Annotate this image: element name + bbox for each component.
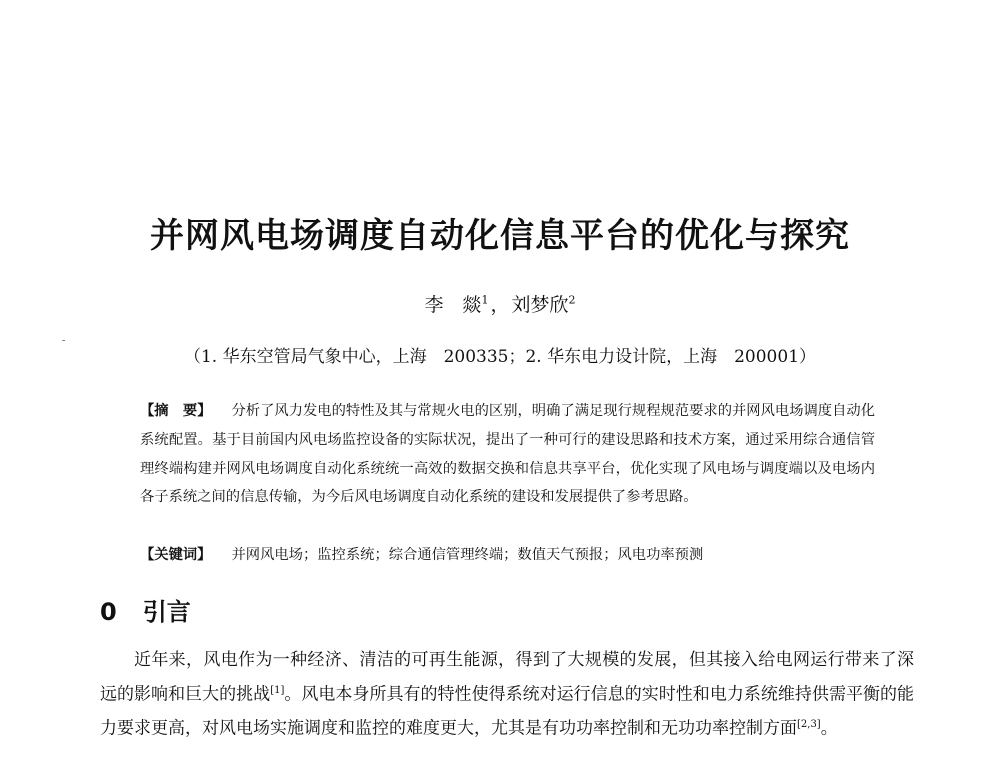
section-title: 引言 — [142, 598, 191, 626]
author-name: 李 燚 — [424, 294, 482, 316]
intro-paragraph — [100, 646, 914, 744]
paper-title: 并网风电场调度自动化信息平台的优化与探究 — [150, 216, 850, 256]
section-number: 0 — [100, 598, 117, 626]
abstract-text: 分析了风力发电的特性及其与常规火电的区别，明确了满足现行规程规范要求的并网风电场调度自动化系统配置。基于目前国内风电场监控设备的实际状况，提出了一种可行的建设思路和技术方案，通过采用综合通信管理终端构建并网风电场调度自动化系统统一高效的数据交换和信息共享平台，优化实现了风电场与调度端以及电场内各子系统之间的信息传输，为今后风电场调度自动化系统的建设和发展提供了参考思路。 — [140, 403, 875, 506]
keywords-label: 【关键词】 — [140, 547, 212, 563]
section-heading — [100, 592, 191, 627]
intro-text: 。 — [820, 718, 838, 739]
author-separator: ， — [490, 294, 510, 316]
author-line — [0, 290, 1000, 317]
keywords-block — [140, 541, 875, 569]
author-name: 刘梦欣 — [511, 294, 569, 316]
abstract-block — [140, 397, 875, 512]
citation-ref: [1] — [270, 684, 285, 696]
affiliation-line: （1. 华东空管局气象中心，上海 200335；2. 华东电力设计院，上海 200001） — [183, 347, 817, 367]
author-affiliation-mark: 1 — [481, 293, 489, 307]
margin-dot — [62, 340, 65, 341]
citation-ref: [2,3] — [797, 718, 821, 730]
intro-text: 。风电本身所具有的特性使得系统对运行信息的实时性和电力系统维持供需平衡的能力要求更高，对风电场实施调度和监控的难度更大，尤其是有功功率控制和无功功率控制方面 — [100, 684, 915, 739]
author-affiliation-mark: 2 — [568, 293, 576, 307]
intro-text: 近年来，风电作为一种经济、清洁的可再生能源，得到了大规模的发展，但其接入给电网运行带来了深远的影响和巨大的挑战 — [100, 650, 914, 705]
keywords-text: 并网风电场；监控系统；综合通信管理终端；数值天气预报；风电功率预测 — [231, 547, 704, 563]
abstract-label: 【摘 要】 — [140, 403, 212, 419]
